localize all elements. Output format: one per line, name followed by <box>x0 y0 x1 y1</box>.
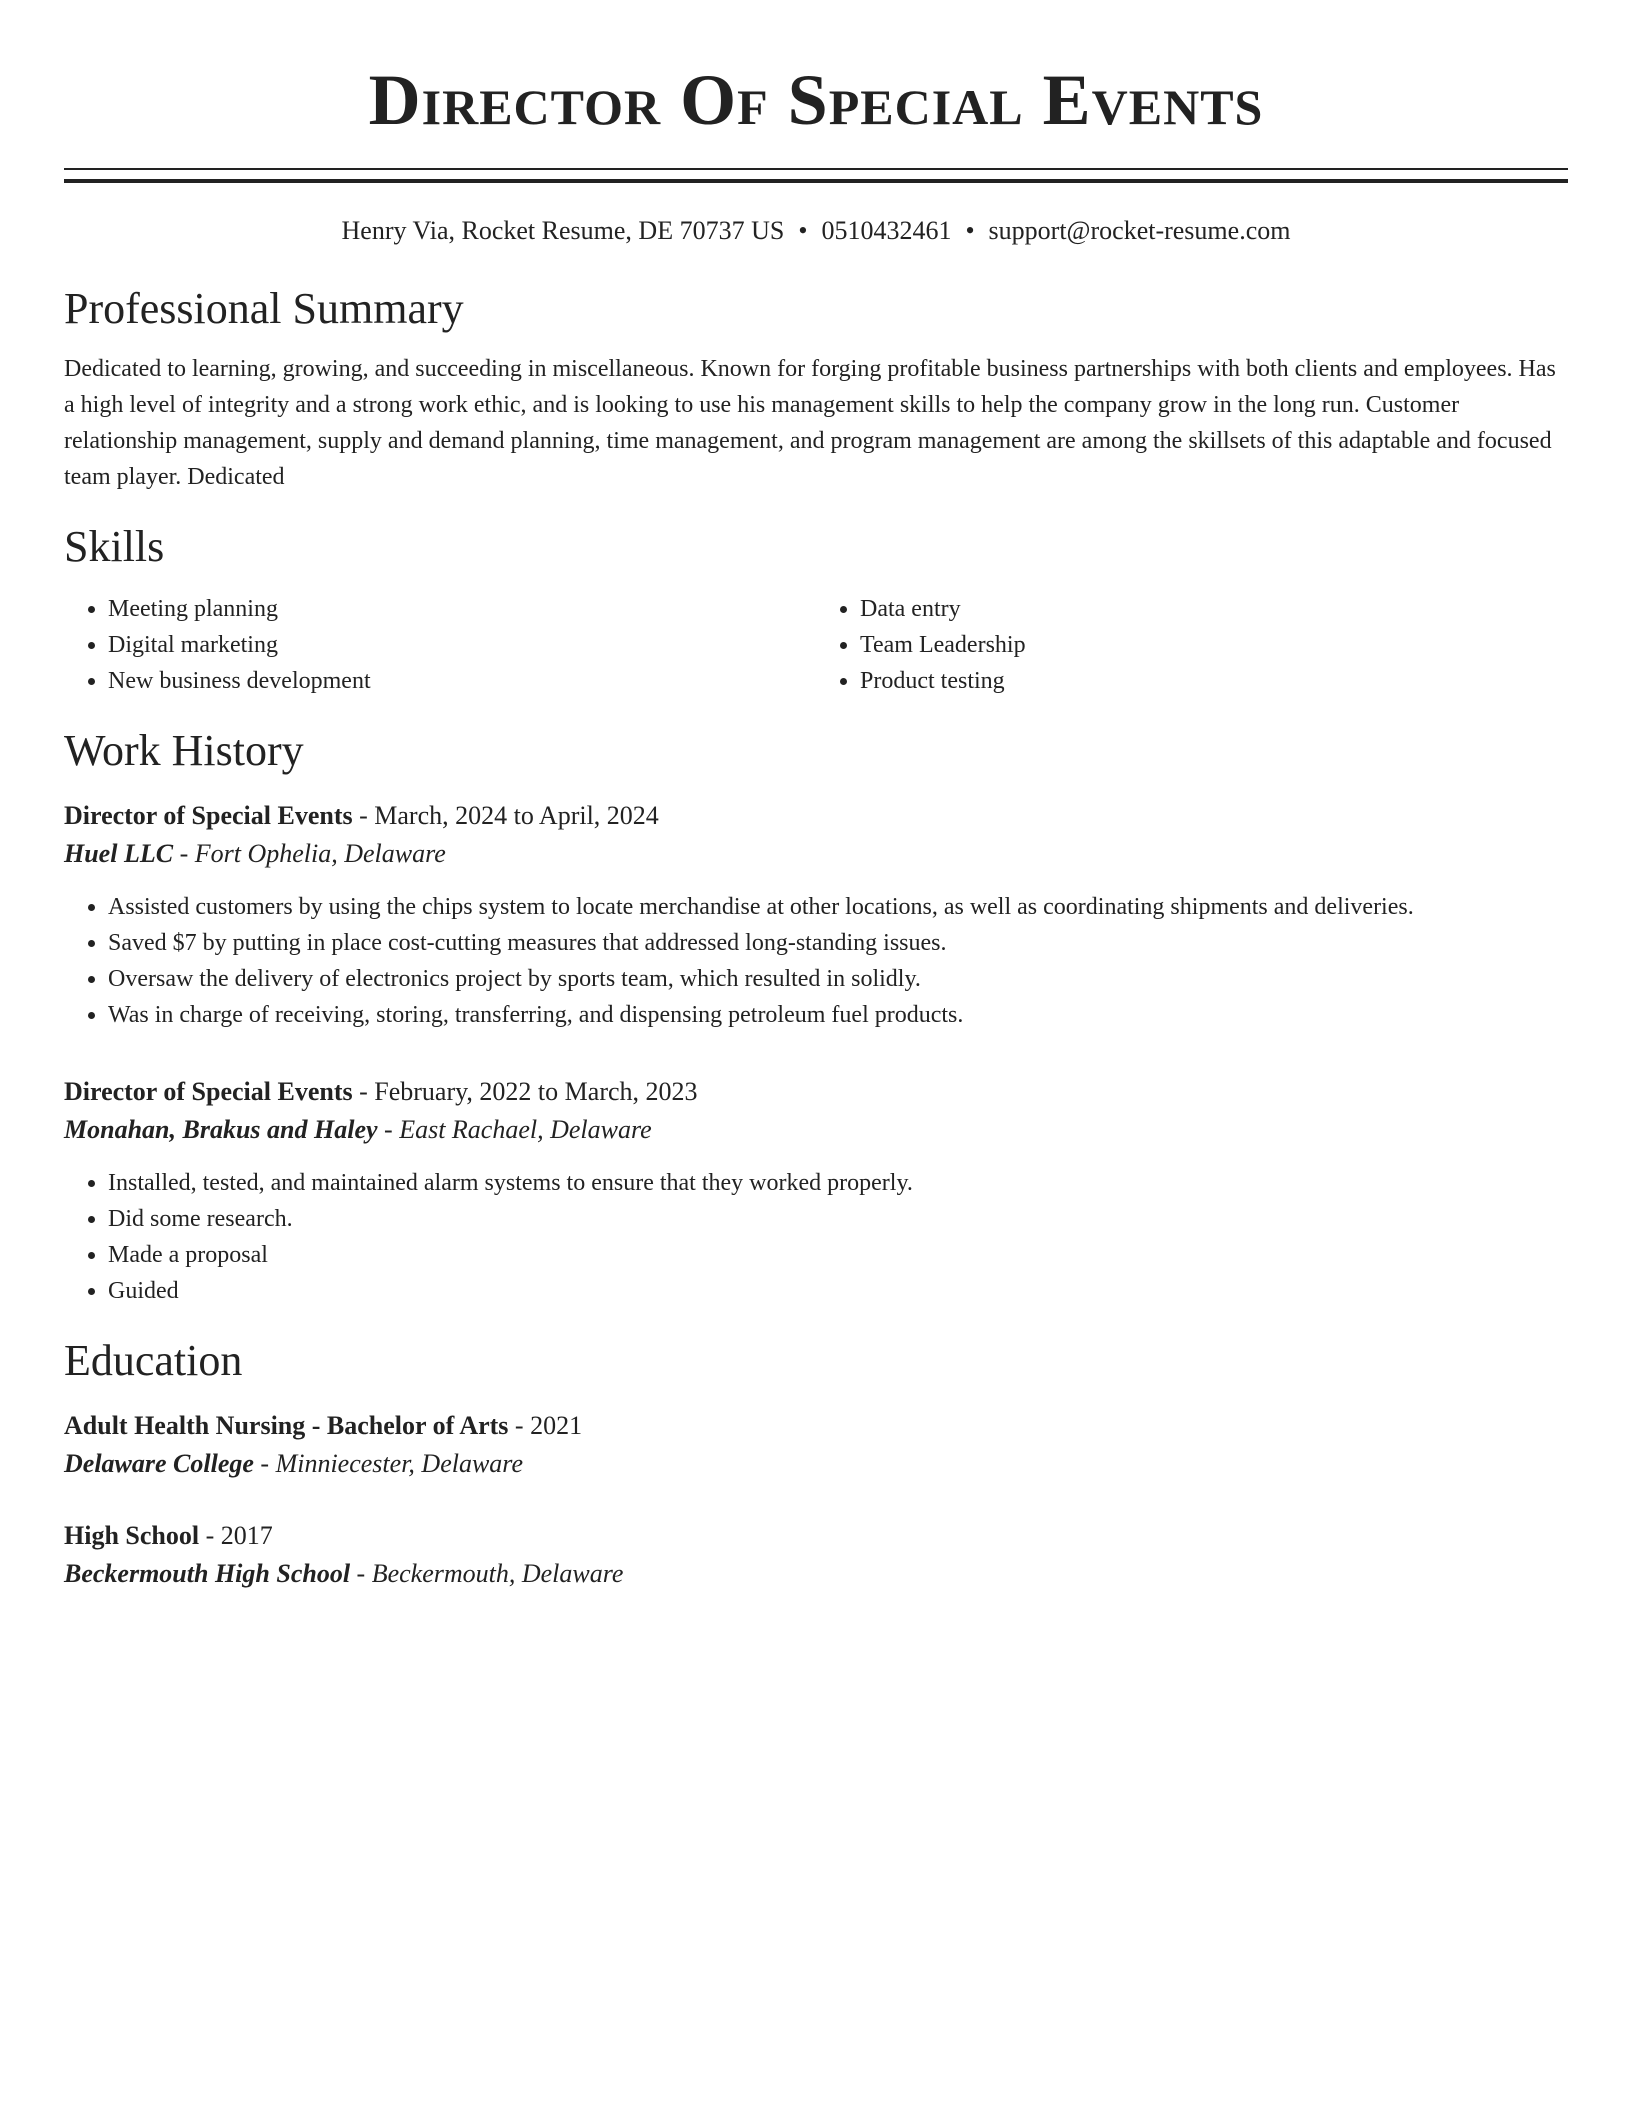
education-location: - Minniecester, Delaware <box>260 1449 523 1478</box>
education-year: - 2017 <box>205 1521 273 1550</box>
job-entry <box>64 1073 1568 1309</box>
job-bullet: • Oversaw the delivery of electronics project by sports team, which resulted in solidly. <box>108 961 1568 997</box>
job-location: - East Rachael, Delaware <box>384 1115 652 1144</box>
skills-column-left <box>64 591 816 699</box>
summary-text: Dedicated to learning, growing, and succeeding in miscellaneous. Known for forging profitable business partnerships with both clients and employees. Has a high level of integrity and a strong work ethic, and is looking to use his management skills to help the company grow in the long run. Customer relationship management, supply and demand planning, time management, and program management are among the skillsets of this adaptable and focused team player. Dedicated <box>64 356 1556 490</box>
skill-item: • Product testing <box>860 663 1568 699</box>
job-role: Director of Special Events <box>64 1077 353 1106</box>
skill-item: • Meeting planning <box>108 591 816 627</box>
education-degree-line <box>64 1517 1568 1555</box>
skills-heading: Skills <box>64 522 165 571</box>
job-bullet: • Was in charge of receiving, storing, transferring, and dispensing petroleum fuel products. <box>108 997 1568 1033</box>
education-entry <box>64 1407 1568 1483</box>
education-entry <box>64 1517 1568 1593</box>
skill-item: • Team Leadership <box>860 627 1568 663</box>
work-history-heading: Work History <box>64 726 304 775</box>
job-dates: - February, 2022 to March, 2023 <box>359 1077 698 1106</box>
job-company: Huel LLC <box>64 839 174 868</box>
job-title-line <box>64 797 1568 835</box>
education-school-line <box>64 1445 1568 1483</box>
job-company-line <box>64 835 1568 873</box>
job-bullet: • Did some research. <box>108 1201 1568 1237</box>
education-school: Delaware College <box>64 1449 254 1478</box>
job-bullet: • Assisted customers by using the chips system to locate merchandise at other locations, as well as coordinating shipments and deliveries. <box>108 889 1568 925</box>
education-degree: Adult Health Nursing - Bachelor of Arts <box>64 1411 509 1440</box>
job-bullets <box>64 1165 1568 1309</box>
education-school: Beckermouth High School <box>64 1559 351 1588</box>
job-bullet: • Guided <box>108 1273 1568 1309</box>
contact-address: Henry Via, Rocket Resume, DE 70737 US <box>341 216 785 245</box>
education-degree-line <box>64 1407 1568 1445</box>
job-bullet: • Made a proposal <box>108 1237 1568 1273</box>
contact-separator: • <box>965 216 975 245</box>
education-school-line <box>64 1555 1568 1593</box>
skill-item: • Data entry <box>860 591 1568 627</box>
education-year: - 2021 <box>514 1411 583 1440</box>
job-dates: - March, 2024 to April, 2024 <box>359 801 659 830</box>
job-role: Director of Special Events <box>64 801 353 830</box>
contact-line <box>64 213 1568 249</box>
job-title-line <box>64 1073 1568 1111</box>
skills-list <box>64 591 1568 699</box>
job-bullets <box>64 889 1568 1033</box>
education-location: - Beckermouth, Delaware <box>356 1559 624 1588</box>
job-bullet: • Installed, tested, and maintained alarm systems to ensure that they worked properly. <box>108 1165 1568 1201</box>
skill-item: • New business development <box>108 663 816 699</box>
job-entry <box>64 797 1568 1033</box>
job-company-line <box>64 1111 1568 1149</box>
job-company: Monahan, Brakus and Haley <box>64 1115 378 1144</box>
education-heading: Education <box>64 1336 243 1385</box>
education-degree: High School <box>64 1521 200 1550</box>
title-divider <box>64 168 1568 183</box>
contact-separator: • <box>798 216 808 245</box>
summary-heading: Professional Summary <box>64 284 464 333</box>
skills-column-right <box>816 591 1568 699</box>
job-bullet: • Saved $7 by putting in place cost-cutting measures that addressed long-standing issues. <box>108 925 1568 961</box>
contact-email: support@rocket-resume.com <box>988 216 1291 245</box>
contact-phone: 0510432461 <box>821 216 952 245</box>
skill-item: • Digital marketing <box>108 627 816 663</box>
job-location: - Fort Ophelia, Delaware <box>179 839 446 868</box>
resume-title: Director Of Special Events <box>368 60 1264 140</box>
